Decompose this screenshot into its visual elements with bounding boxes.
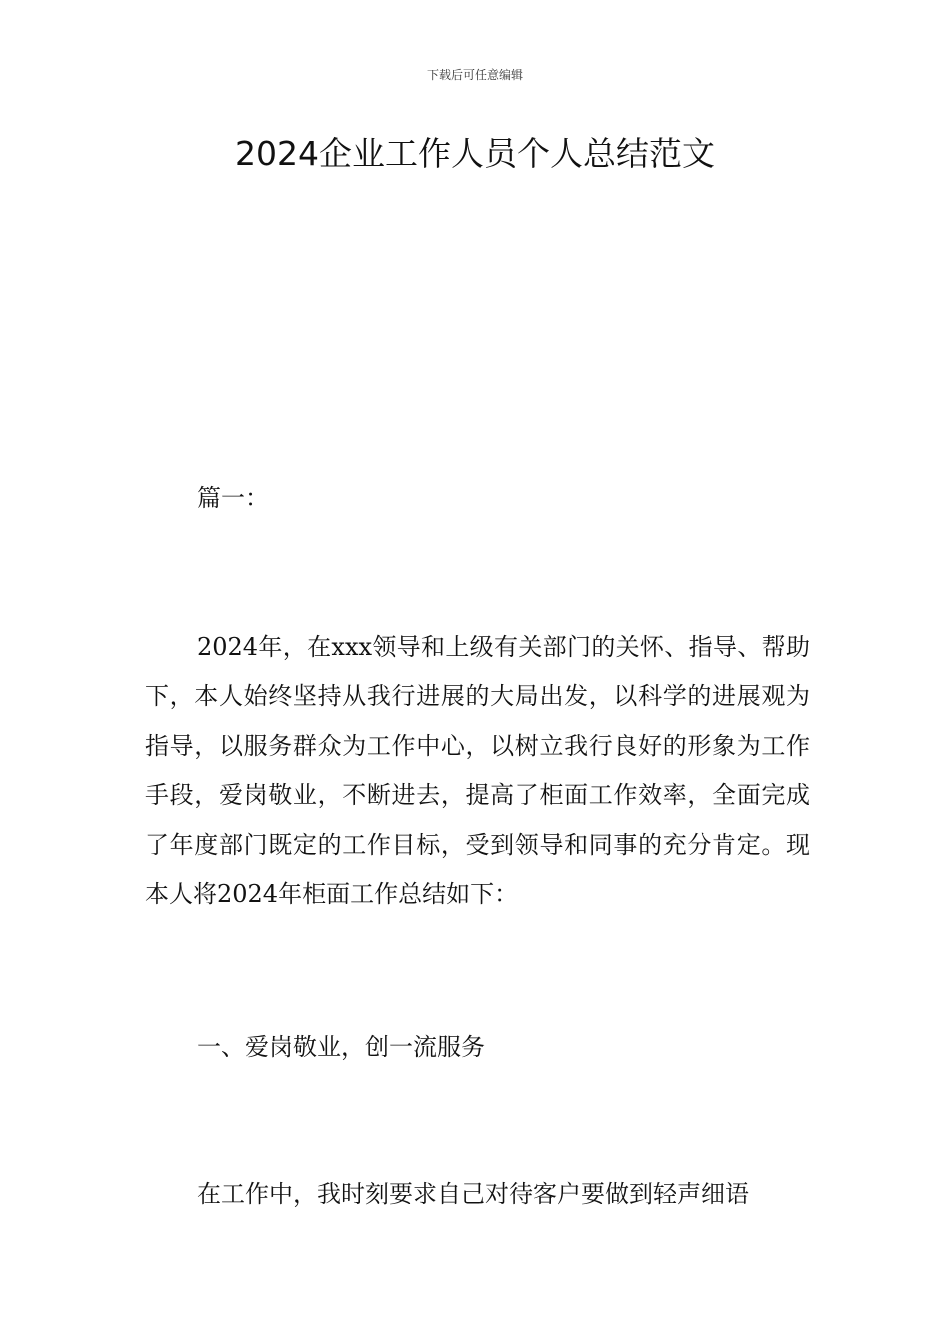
section-paragraph: 在工作中，我时刻要求自己对待客户要做到轻声细语 <box>197 1180 749 1208</box>
part-label: 篇一： <box>197 484 269 512</box>
header-note: 下载后可任意编辑 <box>426 68 523 82</box>
section-heading: 一、爱岗敬业，创一流服务 <box>197 1033 485 1061</box>
intro-paragraph: 2024年，在xxx领导和上级有关部门的关怀、指导、帮助下，本人始终坚持从我行进展的大局出发，以科学的进展观为指导，以服务群众为工作中心，以树立我行良好的形象为工作手段，爱岗敬业，不断进去，提高了柜面工作效率，全面完成了年度部门既定的工作目标，受到领导和同事的充分肯定。现本人将2024年柜面工作总结如下： <box>145 633 810 909</box>
document-title: 2024企业工作人员个人总结范文 <box>235 134 715 173</box>
